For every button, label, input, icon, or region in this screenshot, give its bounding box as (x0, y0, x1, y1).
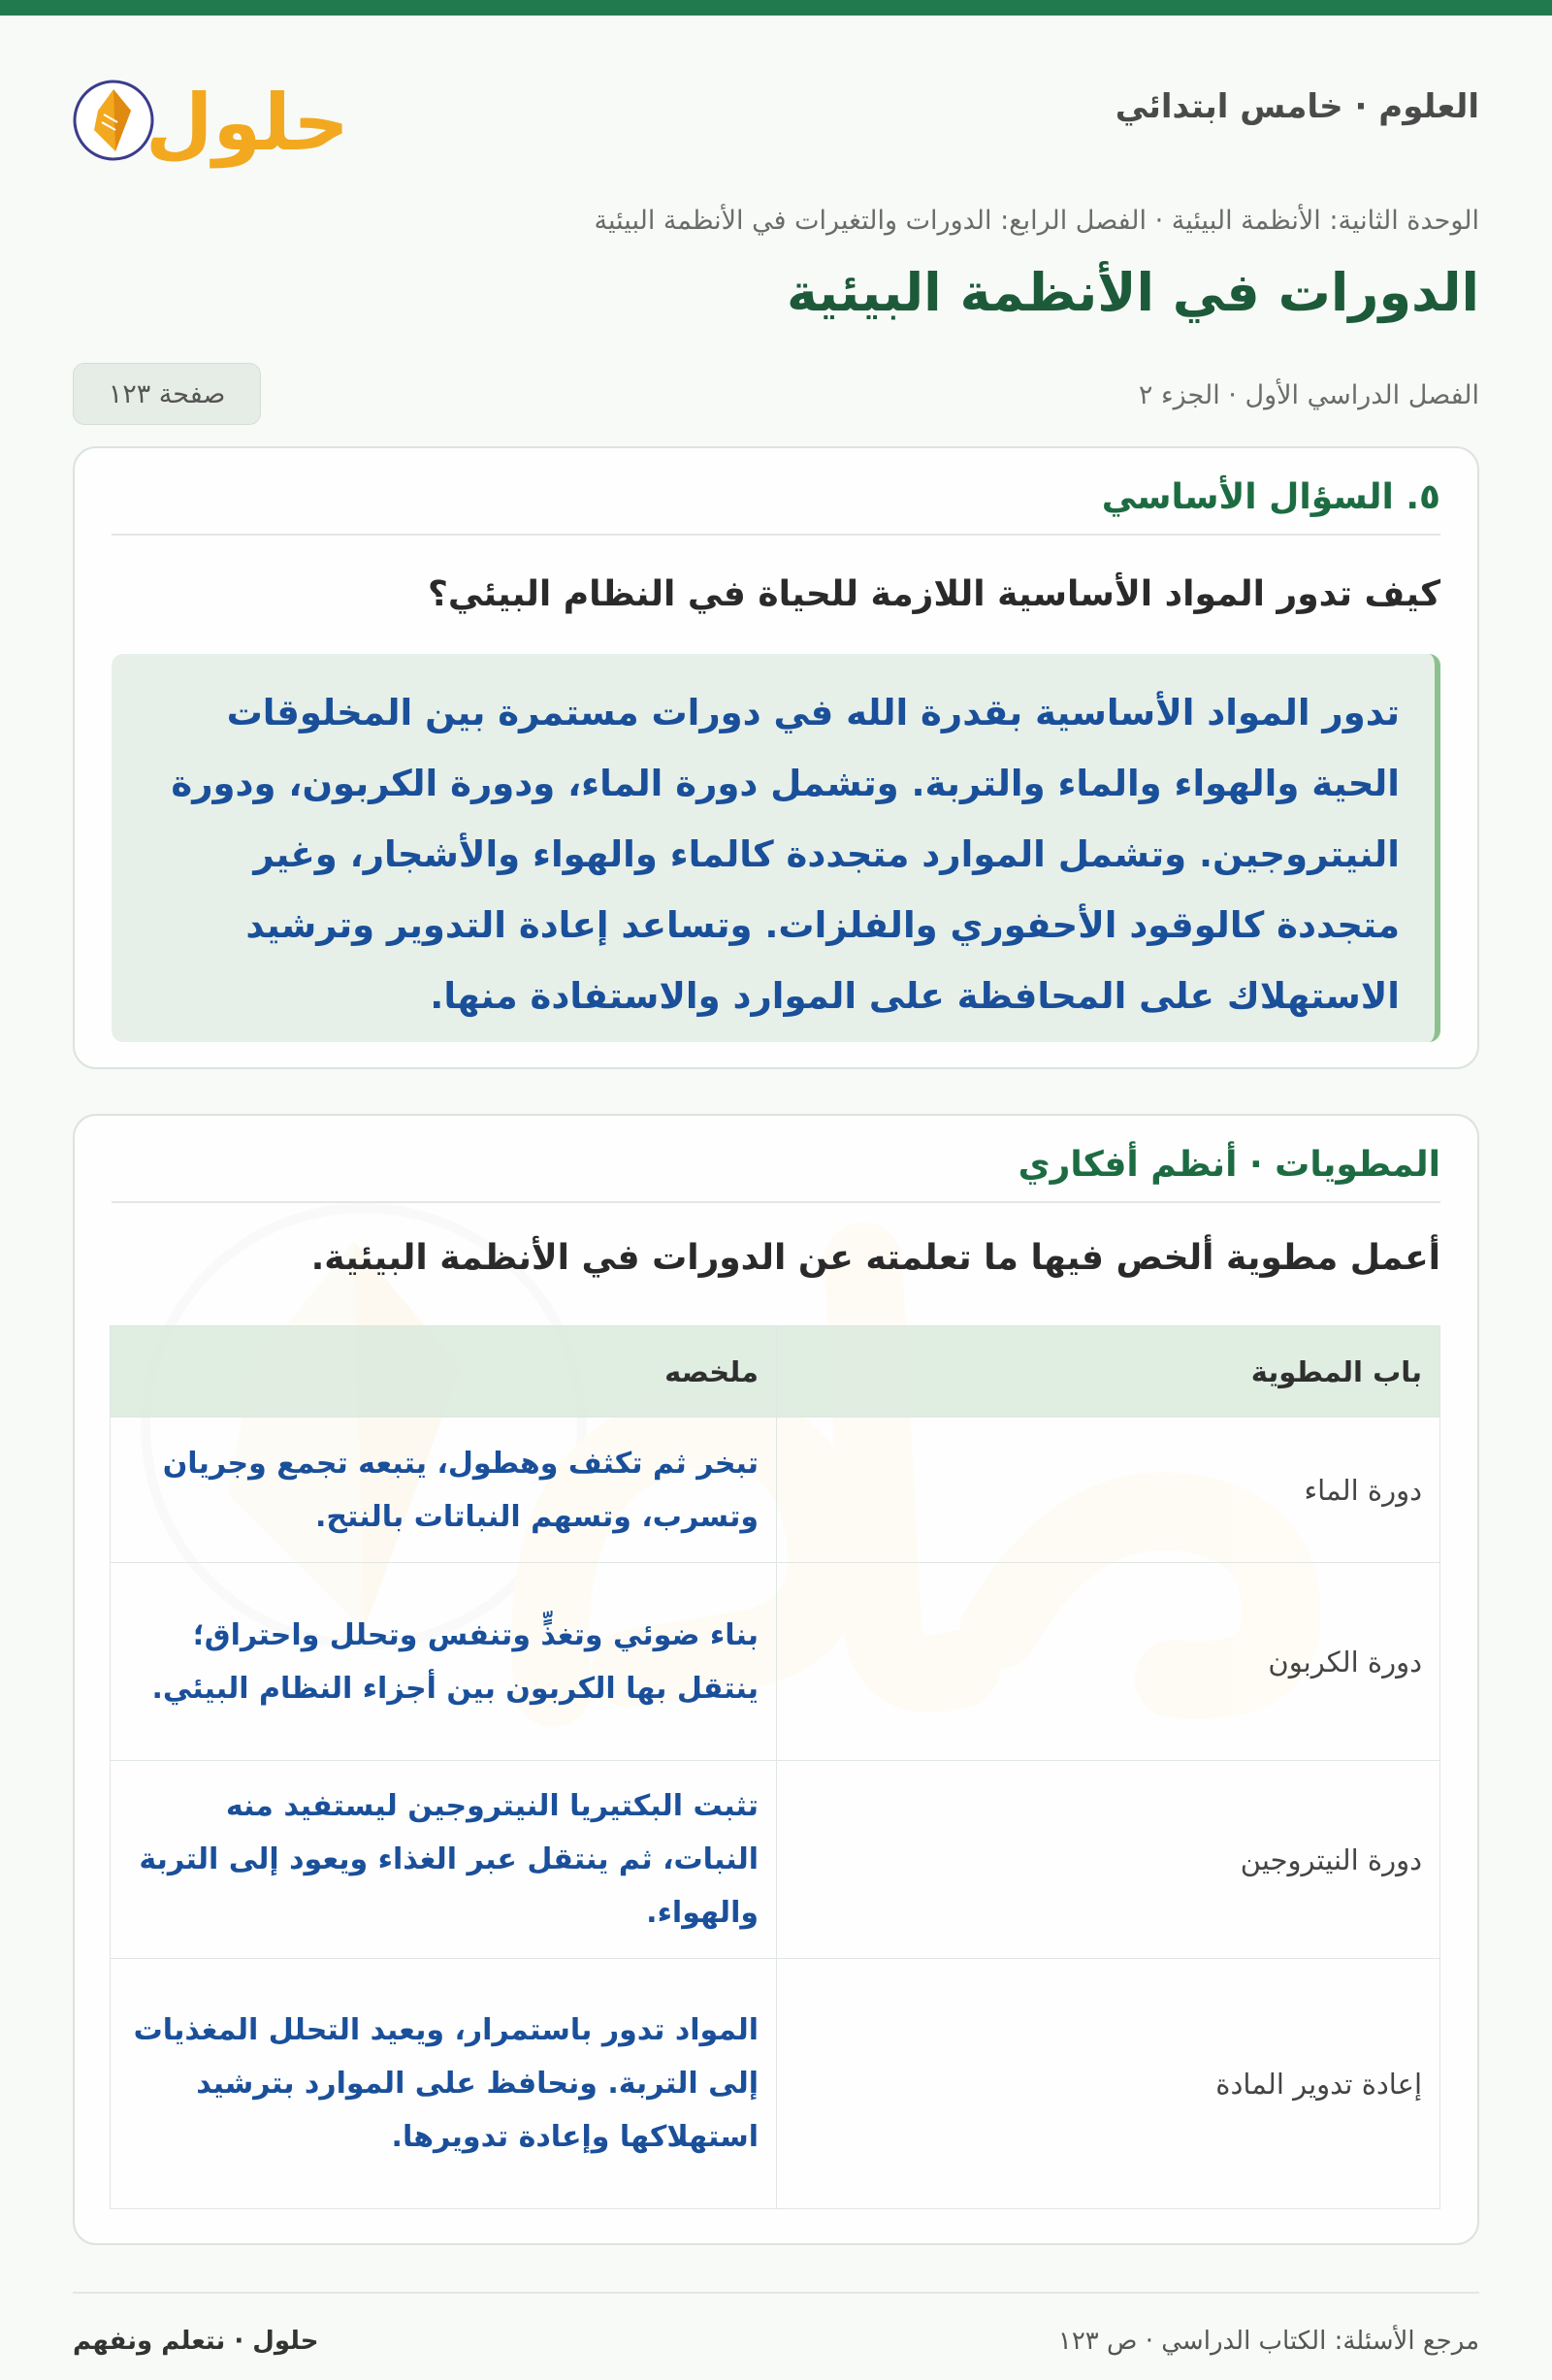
table-header-row (111, 1326, 1440, 1418)
answer-box (112, 654, 1440, 1042)
summary-cell: تثبت البكتيريا النيتروجين ليستفيد منه النبات، ثم ينتقل عبر الغذاء ويعود إلى التربة والهواء. (111, 1761, 777, 1959)
section-cell: دورة النيتروجين (777, 1761, 1440, 1959)
summary-cell: المواد تدور باستمرار، ويعيد التحلل المغذيات إلى التربة. ونحافظ على الموارد بترشيد استهلاكها وإعادة تدويرها. (111, 1959, 777, 2209)
header (73, 16, 1479, 190)
footer (73, 2292, 1479, 2356)
column-header: باب المطوية (777, 1326, 1440, 1418)
answer-line: الحية والهواء والماء والتربة. وتشمل دورة الماء، ودورة الكربون، ودورة (171, 763, 1400, 804)
summary-cell: بناء ضوئي وتغذٍّ وتنفس وتحلل واحتراق؛ ينتقل بها الكربون بين أجزاء النظام البيئي. (111, 1563, 777, 1761)
page-title: الدورات في الأنظمة البيئية (786, 262, 1479, 323)
section-cell: دورة الكربون (777, 1563, 1440, 1761)
question-text: كيف تدور المواد الأساسية اللازمة للحياة في النظام البيئي؟ (428, 574, 1440, 614)
logo-text: حلول (146, 78, 349, 168)
hulul-logo[interactable] (73, 64, 349, 171)
section-cell: إعادة تدوير المادة (777, 1959, 1440, 2209)
foldable-table (110, 1325, 1440, 2209)
subject-title: العلوم · خامس ابتدائي (1115, 87, 1479, 126)
section-heading: المطويات · أنظم أفكاري (112, 1145, 1440, 1203)
answer-line: تدور المواد الأساسية بقدرة الله في دورات مستمرة بين المخلوقات (226, 692, 1400, 734)
column-header: ملخصه (111, 1326, 777, 1418)
answer-line: الاستهلاك على المحافظة على الموارد والاستفادة منها. (430, 975, 1400, 1017)
essential-question-card (73, 446, 1479, 1069)
footer-reference: مرجع الأسئلة: الكتاب الدراسي · ص ١٢٣ (1057, 2327, 1479, 2356)
summary-cell: تبخر ثم تكثف وهطول، يتبعه تجمع وجريان وتسرب، وتسهم النباتات بالنتح. (111, 1418, 777, 1563)
footer-brand[interactable]: حلول · نتعلم ونفهم (73, 2327, 319, 2356)
page-number-badge: صفحة ١٢٣ (73, 363, 261, 425)
answer-line: النيتروجين. وتشمل الموارد متجددة كالماء والهواء والأشجار، وغير (253, 833, 1400, 875)
instruction-text: أعمل مطوية ألخص فيها ما تعلمته عن الدورات في الأنظمة البيئية. (310, 1238, 1440, 1278)
table-row (111, 1563, 1440, 1761)
answer-line: متجددة كالوقود الأحفوري والفلزات. وتساعد إعادة التدوير وترشيد (245, 904, 1400, 946)
table-row (111, 1959, 1440, 2209)
foldables-card (73, 1114, 1479, 2245)
semester-label: الفصل الدراسي الأول · الجزء ٢ (1138, 380, 1479, 410)
section-heading: ٥. السؤال الأساسي (112, 477, 1440, 536)
breadcrumb[interactable]: الوحدة الثانية: الأنظمة البيئية · الفصل الرابع: الدورات والتغيرات في الأنظمة البيئية (594, 206, 1479, 236)
page-wrap (73, 16, 1479, 2356)
top-accent-bar (0, 0, 1552, 16)
table-row (111, 1761, 1440, 1959)
table-row (111, 1418, 1440, 1563)
section-cell: دورة الماء (777, 1418, 1440, 1563)
